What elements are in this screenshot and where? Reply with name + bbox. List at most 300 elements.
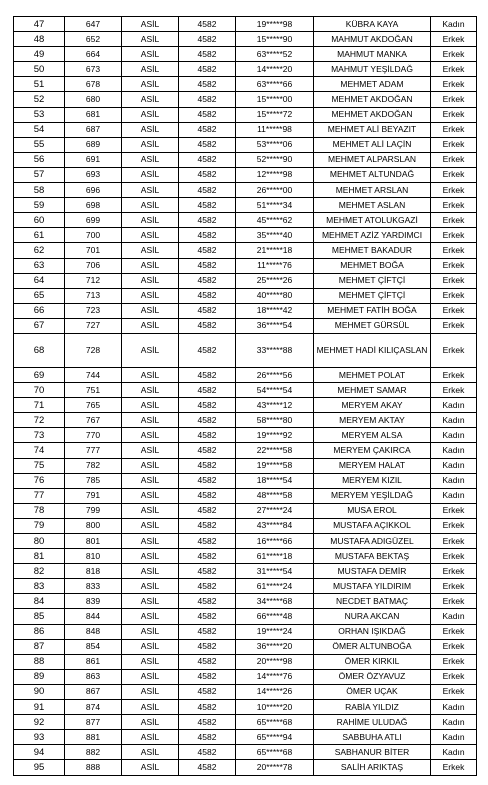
masked-id-cell: 43*****12 (236, 398, 314, 413)
application-number-cell: 698 (65, 198, 122, 213)
code-cell: 4582 (179, 534, 236, 549)
status-cell: ASİL (122, 730, 179, 745)
gender-cell: Erkek (431, 77, 477, 92)
table-row (14, 398, 477, 413)
table-row (14, 367, 477, 382)
table-row (14, 413, 477, 428)
status-cell: ASİL (122, 534, 179, 549)
full-name-cell: NURA AKCAN (314, 609, 431, 624)
full-name-cell: SABHANUR BİTER (314, 745, 431, 760)
masked-id-cell: 11*****76 (236, 258, 314, 273)
gender-cell: Erkek (431, 198, 477, 213)
row-number-cell: 89 (14, 669, 65, 684)
application-number-cell: 673 (65, 62, 122, 77)
full-name-cell: ÖMER UÇAK (314, 684, 431, 699)
full-name-cell: MEHMET GÜRSÜL (314, 318, 431, 333)
application-number-cell: 713 (65, 288, 122, 303)
gender-cell: Erkek (431, 564, 477, 579)
status-cell: ASİL (122, 473, 179, 488)
masked-id-cell: 19*****58 (236, 458, 314, 473)
application-number-cell: 782 (65, 458, 122, 473)
application-number-cell: 800 (65, 518, 122, 533)
code-cell: 4582 (179, 152, 236, 167)
full-name-cell: MEHMET BOĞA (314, 258, 431, 273)
status-cell: ASİL (122, 152, 179, 167)
row-number-cell: 91 (14, 700, 65, 715)
table-row (14, 17, 477, 32)
application-number-cell: 874 (65, 700, 122, 715)
masked-id-cell: 35*****40 (236, 228, 314, 243)
gender-cell: Kadın (431, 700, 477, 715)
application-number-cell: 888 (65, 760, 122, 775)
status-cell: ASİL (122, 760, 179, 775)
row-number-cell: 79 (14, 518, 65, 533)
code-cell: 4582 (179, 458, 236, 473)
full-name-cell: MEHMET SAMAR (314, 383, 431, 398)
full-name-cell: NECDET BATMAÇ (314, 594, 431, 609)
gender-cell: Erkek (431, 107, 477, 122)
code-cell: 4582 (179, 62, 236, 77)
gender-cell: Kadın (431, 398, 477, 413)
code-cell: 4582 (179, 228, 236, 243)
code-cell: 4582 (179, 518, 236, 533)
row-number-cell: 88 (14, 654, 65, 669)
table-row (14, 137, 477, 152)
table-row (14, 473, 477, 488)
full-name-cell: MEHMET ALPARSLAN (314, 152, 431, 167)
masked-id-cell: 14*****26 (236, 684, 314, 699)
gender-cell: Erkek (431, 518, 477, 533)
full-name-cell: MEHMET HADİ KILIÇASLAN (314, 333, 431, 367)
masked-id-cell: 58*****80 (236, 413, 314, 428)
table-row (14, 77, 477, 92)
masked-id-cell: 31*****54 (236, 564, 314, 579)
masked-id-cell: 25*****26 (236, 273, 314, 288)
full-name-cell: ÖMER KIRKIL (314, 654, 431, 669)
table-row (14, 549, 477, 564)
application-number-cell: 818 (65, 564, 122, 579)
application-number-cell: 727 (65, 318, 122, 333)
status-cell: ASİL (122, 488, 179, 503)
table-row (14, 243, 477, 258)
code-cell: 4582 (179, 428, 236, 443)
full-name-cell: RABİA YILDIZ (314, 700, 431, 715)
code-cell: 4582 (179, 77, 236, 92)
masked-id-cell: 20*****78 (236, 760, 314, 775)
code-cell: 4582 (179, 47, 236, 62)
full-name-cell: MAHMUT AKDOĞAN (314, 32, 431, 47)
row-number-cell: 85 (14, 609, 65, 624)
table-row (14, 715, 477, 730)
code-cell: 4582 (179, 730, 236, 745)
status-cell: ASİL (122, 383, 179, 398)
row-number-cell: 54 (14, 122, 65, 137)
row-number-cell: 86 (14, 624, 65, 639)
full-name-cell: MERYEM ALSA (314, 428, 431, 443)
status-cell: ASİL (122, 609, 179, 624)
application-number-cell: 810 (65, 549, 122, 564)
gender-cell: Erkek (431, 47, 477, 62)
table-row (14, 228, 477, 243)
table-row (14, 654, 477, 669)
masked-id-cell: 14*****20 (236, 62, 314, 77)
gender-cell: Erkek (431, 122, 477, 137)
row-number-cell: 84 (14, 594, 65, 609)
gender-cell: Erkek (431, 318, 477, 333)
gender-cell: Erkek (431, 288, 477, 303)
application-number-cell: 848 (65, 624, 122, 639)
status-cell: ASİL (122, 518, 179, 533)
row-number-cell: 80 (14, 534, 65, 549)
full-name-cell: MEHMET ADAM (314, 77, 431, 92)
table-row (14, 760, 477, 775)
gender-cell: Kadın (431, 609, 477, 624)
full-name-cell: MUSTAFA ADIGÜZEL (314, 534, 431, 549)
table-row (14, 488, 477, 503)
masked-id-cell: 21*****18 (236, 243, 314, 258)
masked-id-cell: 36*****20 (236, 639, 314, 654)
status-cell: ASİL (122, 745, 179, 760)
gender-cell: Erkek (431, 534, 477, 549)
full-name-cell: MEHMET ALTUNDAĞ (314, 167, 431, 182)
status-cell: ASİL (122, 137, 179, 152)
application-number-cell: 839 (65, 594, 122, 609)
status-cell: ASİL (122, 32, 179, 47)
application-number-cell: 881 (65, 730, 122, 745)
code-cell: 4582 (179, 700, 236, 715)
full-name-cell: MEHMET FATİH BOĞA (314, 303, 431, 318)
masked-id-cell: 65*****94 (236, 730, 314, 745)
status-cell: ASİL (122, 318, 179, 333)
row-number-cell: 87 (14, 639, 65, 654)
masked-id-cell: 33*****88 (236, 333, 314, 367)
row-number-cell: 67 (14, 318, 65, 333)
gender-cell: Erkek (431, 760, 477, 775)
masked-id-cell: 19*****98 (236, 17, 314, 32)
status-cell: ASİL (122, 669, 179, 684)
application-number-cell: 696 (65, 183, 122, 198)
application-number-cell: 687 (65, 122, 122, 137)
code-cell: 4582 (179, 398, 236, 413)
code-cell: 4582 (179, 549, 236, 564)
code-cell: 4582 (179, 715, 236, 730)
code-cell: 4582 (179, 367, 236, 382)
row-number-cell: 95 (14, 760, 65, 775)
masked-id-cell: 11*****98 (236, 122, 314, 137)
status-cell: ASİL (122, 684, 179, 699)
masked-id-cell: 26*****56 (236, 367, 314, 382)
application-number-cell: 647 (65, 17, 122, 32)
status-cell: ASİL (122, 17, 179, 32)
status-cell: ASİL (122, 258, 179, 273)
masked-id-cell: 14*****76 (236, 669, 314, 684)
row-number-cell: 74 (14, 443, 65, 458)
code-cell: 4582 (179, 609, 236, 624)
full-name-cell: MEHMET ALİ LAÇİN (314, 137, 431, 152)
gender-cell: Erkek (431, 624, 477, 639)
application-number-cell: 678 (65, 77, 122, 92)
application-number-cell: 691 (65, 152, 122, 167)
masked-id-cell: 26*****00 (236, 183, 314, 198)
table-row (14, 730, 477, 745)
masked-id-cell: 20*****98 (236, 654, 314, 669)
table-row (14, 273, 477, 288)
masked-id-cell: 65*****68 (236, 745, 314, 760)
application-number-cell: 701 (65, 243, 122, 258)
application-number-cell: 681 (65, 107, 122, 122)
masked-id-cell: 51*****34 (236, 198, 314, 213)
gender-cell: Erkek (431, 92, 477, 107)
masked-id-cell: 36*****54 (236, 318, 314, 333)
full-name-cell: MEHMET AKDOĞAN (314, 107, 431, 122)
status-cell: ASİL (122, 443, 179, 458)
row-number-cell: 53 (14, 107, 65, 122)
gender-cell: Erkek (431, 152, 477, 167)
application-number-cell: 751 (65, 383, 122, 398)
masked-id-cell: 53*****06 (236, 137, 314, 152)
application-number-cell: 700 (65, 228, 122, 243)
masked-id-cell: 18*****42 (236, 303, 314, 318)
row-number-cell: 81 (14, 549, 65, 564)
status-cell: ASİL (122, 594, 179, 609)
table-body (14, 17, 477, 776)
code-cell: 4582 (179, 303, 236, 318)
full-name-cell: MEHMET AZİZ YARDIMCI (314, 228, 431, 243)
row-number-cell: 68 (14, 333, 65, 367)
full-name-cell: RAHİME ULUDAĞ (314, 715, 431, 730)
gender-cell: Erkek (431, 32, 477, 47)
gender-cell: Erkek (431, 228, 477, 243)
row-number-cell: 58 (14, 183, 65, 198)
table-row (14, 198, 477, 213)
full-name-cell: MEHMET BAKADUR (314, 243, 431, 258)
table-row (14, 700, 477, 715)
status-cell: ASİL (122, 503, 179, 518)
full-name-cell: ÖMER ALTUNBOĞA (314, 639, 431, 654)
code-cell: 4582 (179, 333, 236, 367)
masked-id-cell: 16*****66 (236, 534, 314, 549)
code-cell: 4582 (179, 639, 236, 654)
table-row (14, 288, 477, 303)
masked-id-cell: 61*****18 (236, 549, 314, 564)
gender-cell: Kadın (431, 745, 477, 760)
application-number-cell: 744 (65, 367, 122, 382)
row-number-cell: 49 (14, 47, 65, 62)
gender-cell: Kadın (431, 730, 477, 745)
full-name-cell: MERYEM HALAT (314, 458, 431, 473)
row-number-cell: 90 (14, 684, 65, 699)
application-number-cell: 867 (65, 684, 122, 699)
table-row (14, 428, 477, 443)
full-name-cell: MERYEM AKAY (314, 398, 431, 413)
full-name-cell: MAHMUT MANKA (314, 47, 431, 62)
status-cell: ASİL (122, 198, 179, 213)
status-cell: ASİL (122, 639, 179, 654)
status-cell: ASİL (122, 77, 179, 92)
full-name-cell: MEHMET ÇİFTÇİ (314, 273, 431, 288)
row-number-cell: 71 (14, 398, 65, 413)
table-row (14, 333, 477, 367)
gender-cell: Erkek (431, 383, 477, 398)
table-row (14, 458, 477, 473)
table-row (14, 167, 477, 182)
code-cell: 4582 (179, 273, 236, 288)
status-cell: ASİL (122, 273, 179, 288)
gender-cell: Erkek (431, 594, 477, 609)
row-number-cell: 51 (14, 77, 65, 92)
code-cell: 4582 (179, 167, 236, 182)
masked-id-cell: 52*****90 (236, 152, 314, 167)
status-cell: ASİL (122, 413, 179, 428)
full-name-cell: SALİH ARIKTAŞ (314, 760, 431, 775)
status-cell: ASİL (122, 549, 179, 564)
gender-cell: Erkek (431, 549, 477, 564)
gender-cell: Erkek (431, 183, 477, 198)
code-cell: 4582 (179, 383, 236, 398)
full-name-cell: MEHMET ARSLAN (314, 183, 431, 198)
gender-cell: Kadın (431, 715, 477, 730)
row-number-cell: 93 (14, 730, 65, 745)
application-number-cell: 777 (65, 443, 122, 458)
status-cell: ASİL (122, 228, 179, 243)
status-cell: ASİL (122, 288, 179, 303)
masked-id-cell: 34*****68 (236, 594, 314, 609)
code-cell: 4582 (179, 183, 236, 198)
code-cell: 4582 (179, 258, 236, 273)
masked-id-cell: 10*****20 (236, 700, 314, 715)
masked-id-cell: 27*****24 (236, 503, 314, 518)
application-number-cell: 882 (65, 745, 122, 760)
masked-id-cell: 40*****80 (236, 288, 314, 303)
application-number-cell: 844 (65, 609, 122, 624)
table-row (14, 122, 477, 137)
masked-id-cell: 19*****24 (236, 624, 314, 639)
row-number-cell: 52 (14, 92, 65, 107)
row-number-cell: 60 (14, 213, 65, 228)
row-number-cell: 65 (14, 288, 65, 303)
full-name-cell: MEHMET ÇİFTÇİ (314, 288, 431, 303)
code-cell: 4582 (179, 198, 236, 213)
status-cell: ASİL (122, 183, 179, 198)
application-number-cell: 689 (65, 137, 122, 152)
application-number-cell: 854 (65, 639, 122, 654)
code-cell: 4582 (179, 488, 236, 503)
table-row (14, 32, 477, 47)
application-number-cell: 801 (65, 534, 122, 549)
table-row (14, 579, 477, 594)
gender-cell: Erkek (431, 258, 477, 273)
gender-cell: Erkek (431, 579, 477, 594)
code-cell: 4582 (179, 122, 236, 137)
row-number-cell: 62 (14, 243, 65, 258)
table-row (14, 92, 477, 107)
table-row (14, 62, 477, 77)
application-number-cell: 699 (65, 213, 122, 228)
gender-cell: Erkek (431, 684, 477, 699)
status-cell: ASİL (122, 624, 179, 639)
status-cell: ASİL (122, 167, 179, 182)
application-number-cell: 770 (65, 428, 122, 443)
table-row (14, 564, 477, 579)
status-cell: ASİL (122, 654, 179, 669)
full-name-cell: MEHMET ATOLUKGAZİ (314, 213, 431, 228)
code-cell: 4582 (179, 684, 236, 699)
row-number-cell: 59 (14, 198, 65, 213)
row-number-cell: 82 (14, 564, 65, 579)
application-number-cell: 785 (65, 473, 122, 488)
gender-cell: Erkek (431, 367, 477, 382)
application-number-cell: 877 (65, 715, 122, 730)
full-name-cell: MEHMET AKDOĞAN (314, 92, 431, 107)
status-cell: ASİL (122, 564, 179, 579)
application-number-cell: 728 (65, 333, 122, 367)
full-name-cell: MEHMET ASLAN (314, 198, 431, 213)
application-number-cell: 791 (65, 488, 122, 503)
code-cell: 4582 (179, 288, 236, 303)
status-cell: ASİL (122, 428, 179, 443)
status-cell: ASİL (122, 243, 179, 258)
masked-id-cell: 54*****54 (236, 383, 314, 398)
code-cell: 4582 (179, 413, 236, 428)
gender-cell: Erkek (431, 137, 477, 152)
masked-id-cell: 66*****48 (236, 609, 314, 624)
code-cell: 4582 (179, 745, 236, 760)
full-name-cell: ÖMER ÖZYAVUZ (314, 669, 431, 684)
gender-cell: Erkek (431, 213, 477, 228)
status-cell: ASİL (122, 367, 179, 382)
table-row (14, 443, 477, 458)
masked-id-cell: 18*****54 (236, 473, 314, 488)
application-number-cell: 765 (65, 398, 122, 413)
application-number-cell: 706 (65, 258, 122, 273)
application-number-cell: 680 (65, 92, 122, 107)
application-number-cell: 861 (65, 654, 122, 669)
code-cell: 4582 (179, 503, 236, 518)
gender-cell: Erkek (431, 243, 477, 258)
code-cell: 4582 (179, 564, 236, 579)
row-number-cell: 75 (14, 458, 65, 473)
row-number-cell: 55 (14, 137, 65, 152)
masked-id-cell: 45*****62 (236, 213, 314, 228)
code-cell: 4582 (179, 669, 236, 684)
application-number-cell: 664 (65, 47, 122, 62)
masked-id-cell: 15*****90 (236, 32, 314, 47)
status-cell: ASİL (122, 715, 179, 730)
row-number-cell: 77 (14, 488, 65, 503)
row-number-cell: 76 (14, 473, 65, 488)
row-number-cell: 57 (14, 167, 65, 182)
table-row (14, 594, 477, 609)
full-name-cell: MAHMUT YEŞİLDAĞ (314, 62, 431, 77)
table-row (14, 152, 477, 167)
row-number-cell: 69 (14, 367, 65, 382)
code-cell: 4582 (179, 473, 236, 488)
gender-cell: Erkek (431, 333, 477, 367)
row-number-cell: 56 (14, 152, 65, 167)
gender-cell: Erkek (431, 303, 477, 318)
full-name-cell: MERYEM YEŞİLDAĞ (314, 488, 431, 503)
application-number-cell: 712 (65, 273, 122, 288)
table-row (14, 745, 477, 760)
code-cell: 4582 (179, 594, 236, 609)
gender-cell: Kadın (431, 488, 477, 503)
row-number-cell: 92 (14, 715, 65, 730)
table-row (14, 518, 477, 533)
row-number-cell: 78 (14, 503, 65, 518)
masked-id-cell: 48*****58 (236, 488, 314, 503)
masked-id-cell: 22*****58 (236, 443, 314, 458)
table-row (14, 534, 477, 549)
